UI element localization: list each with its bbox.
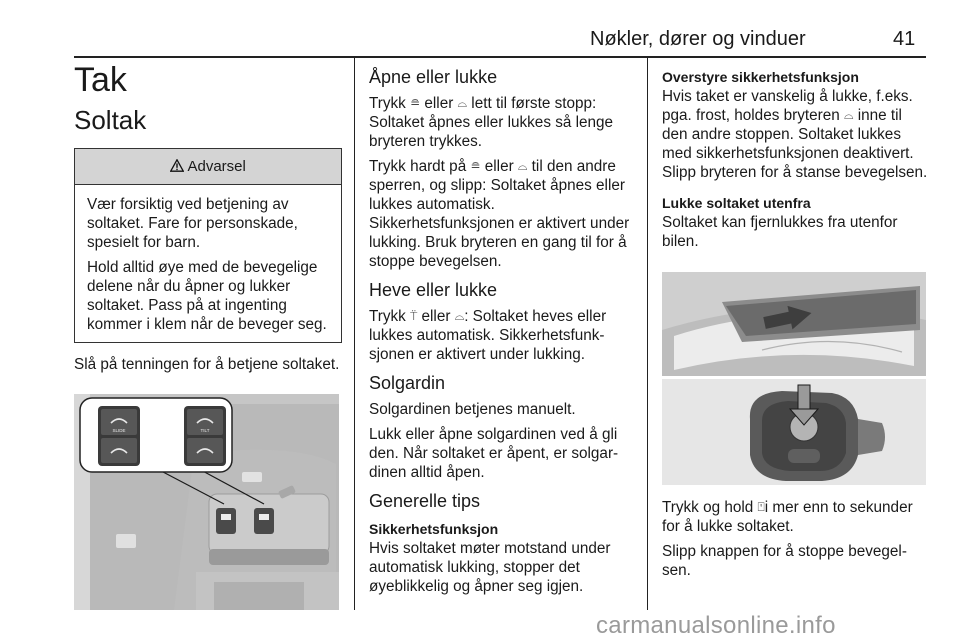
- paragraph-sunblind-1: Solgardinen betjenes manuelt.: [369, 401, 576, 418]
- section-title: Tak: [74, 61, 127, 99]
- header-divider: [74, 56, 926, 58]
- sunroof-close-icon: ⌓: [843, 108, 854, 122]
- heading-safety-function: Sikkerhetsfunksjon: [369, 521, 499, 537]
- heading-general-tips: Generelle tips: [369, 491, 481, 511]
- chapter-title: Nøkler, dører og vinduer: [590, 28, 806, 50]
- overhead-console-photo: [74, 394, 339, 610]
- paragraph-release-button: Slipp knappen for å stoppe bevegelsen.: [662, 543, 907, 579]
- ignition-text: Slå på tenningen for å betjene soltaket.: [74, 356, 340, 373]
- warning-text-2: Hold alltid øye med de bevegelige delene når du åpner og lukker soltaket. Pass på at ingenting kommer i klem når de beveger seg.: [87, 259, 327, 333]
- sunroof-close-icon: ⌓: [457, 96, 468, 110]
- sunroof-slide-icon: ≘: [470, 159, 481, 173]
- heading-sunblind: Solgardin: [369, 373, 446, 393]
- paragraph-raise-close: Trykk ⍡ eller ⌓: Soltaket heves eller lukkes automatisk. Sikkerhetsfunksjonen er aktivert under lukking.: [369, 308, 607, 363]
- watermark: carmanualsonline.info: [596, 612, 836, 639]
- warning-body: [75, 185, 341, 342]
- sunroof-close-icon: ⌓: [517, 159, 528, 173]
- warning-text-1: Vær forsiktig ved betjening av soltaket. Fare for personskade, spesielt for barn.: [87, 196, 298, 251]
- subsection-title: Soltak: [74, 105, 147, 135]
- column-divider-2: [647, 58, 648, 610]
- paragraph-press-hold: Trykk og hold ⍞i mer enn to sekunder for å lukke soltaket.: [662, 499, 913, 535]
- paragraph-remote-close: Soltaket kan fjernlukkes fra utenfor bilen.: [662, 214, 898, 250]
- heading-remote-close: Lukke soltaket utenfra: [662, 195, 811, 211]
- page-number: 41: [893, 28, 916, 50]
- sunroof-tilt-icon: ⍡: [410, 309, 418, 323]
- sunroof-slide-icon: ≘: [410, 96, 421, 110]
- slide-switch-label: SLIDE: [112, 428, 126, 433]
- heading-override-safety: Overstyre sikkerhetsfunksjon: [662, 69, 859, 85]
- paragraph-override-safety: Hvis taket er vanskelig å lukke, f.eks. pga. frost, holdes bryteren ⌓ inne til den andre stoppen. Soltaket lukkes med sikkerhetsfunksjonen deaktivert. Slipp bryteren for å stanse bevegelsen.: [662, 88, 928, 181]
- column-divider-1: [354, 58, 355, 610]
- warning-header: [75, 149, 341, 185]
- column-3-lower: [662, 498, 928, 586]
- warning-title: Advarsel: [187, 158, 246, 175]
- sunroof-photo: [662, 272, 926, 376]
- warning-box: [74, 148, 342, 343]
- sunroof-close-icon: ⌓: [454, 309, 465, 323]
- key-lock-icon: ⍞: [757, 500, 765, 514]
- column-3: [662, 60, 928, 257]
- column-2: [369, 60, 633, 602]
- heading-open-close: Åpne eller lukke: [369, 67, 498, 87]
- paragraph-open-close-2: Trykk hardt på ≘ eller ⌓ til den andre sperren, og slipp: Soltaket åpnes eller lukkes automatisk. Sikkerhetsfunksjonen er aktivert under lukking. Bruk bryteren en gang til for å stoppe bevegelsen.: [369, 158, 630, 270]
- paragraph-safety-function: Hvis soltaket møter motstand under automatisk lukking, stopper det øyeblikkelig og åpner seg igjen.: [369, 540, 611, 595]
- paragraph-open-close-1: Trykk ≘ eller ⌓ lett til første stopp: Soltaket åpnes eller lukkes så lenge bryteren trykkes.: [369, 95, 614, 150]
- column-1: [74, 60, 342, 380]
- warning-triangle-icon: [170, 159, 184, 172]
- paragraph-sunblind-2: Lukk eller åpne solgardinen ved å gli den. Når soltaket er åpent, er solgardinen alltid åpen.: [369, 426, 619, 481]
- heading-raise-close: Heve eller lukke: [369, 280, 498, 300]
- key-fob-photo: [662, 379, 926, 485]
- tilt-switch-label: TILT: [200, 428, 210, 433]
